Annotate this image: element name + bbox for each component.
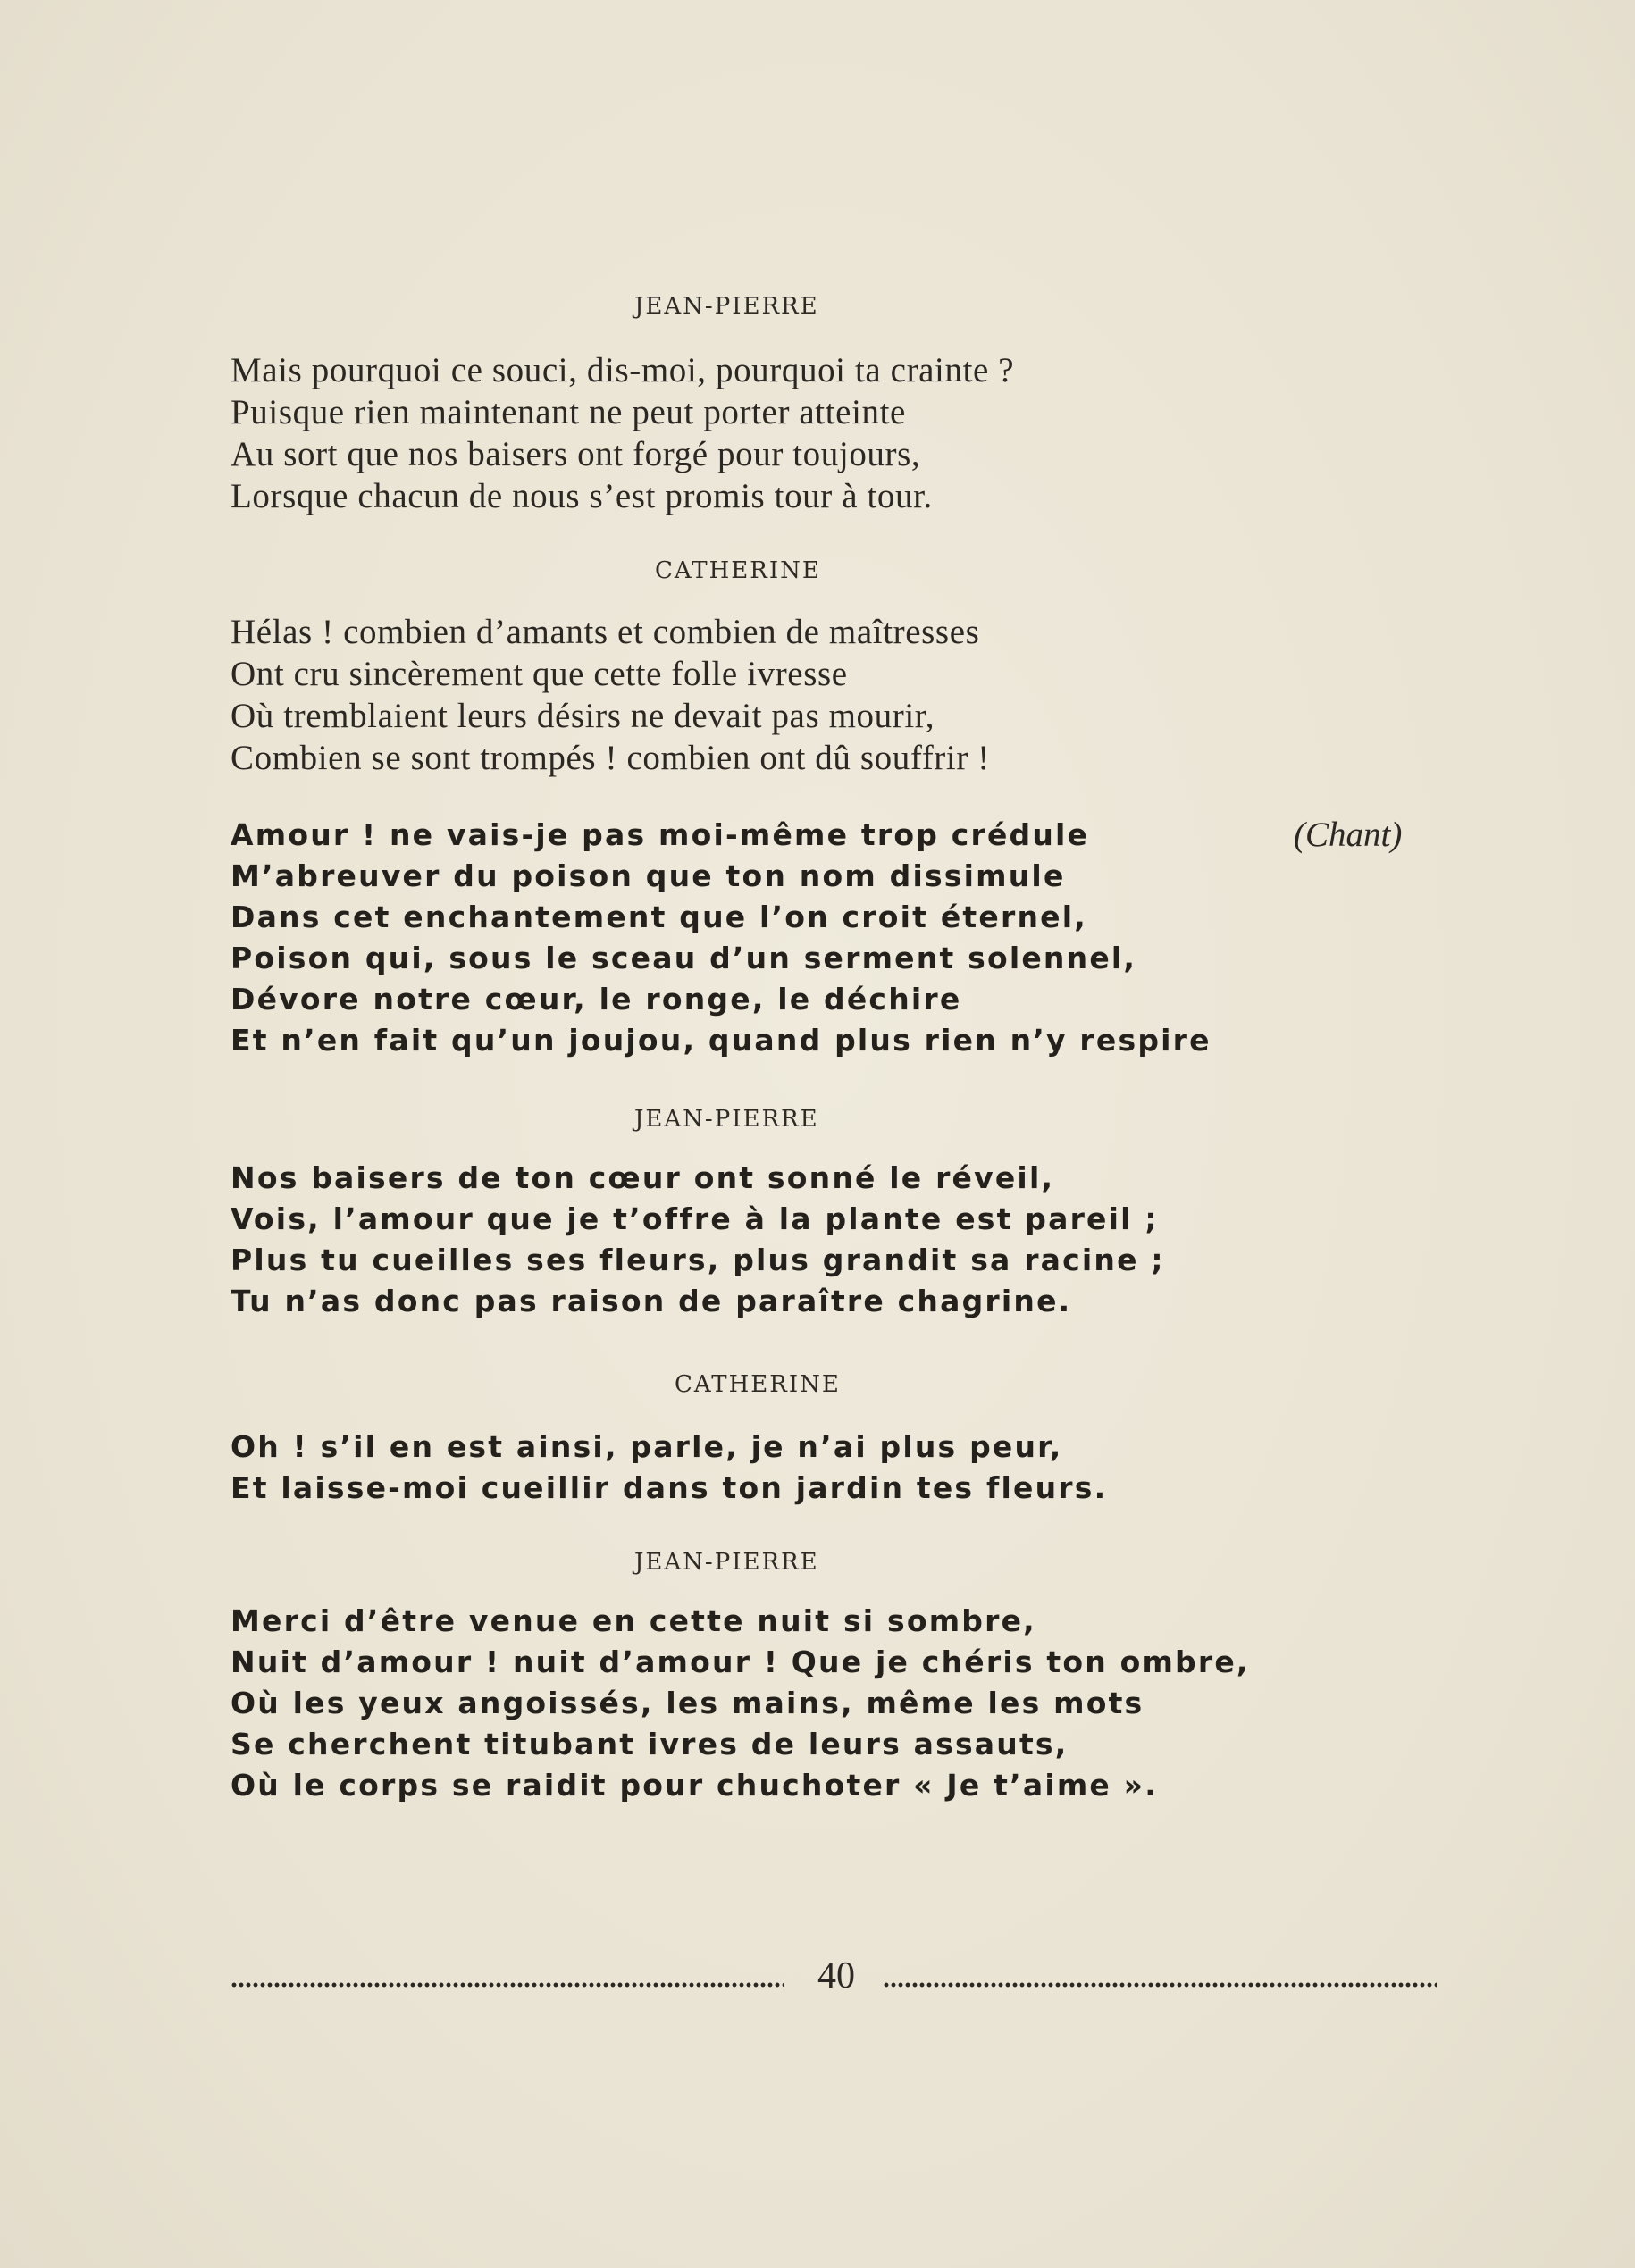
verse-line: Oh ! s’il en est ainsi, parle, je n’ai plus peur, xyxy=(231,1429,1063,1464)
page-footer xyxy=(231,1954,1437,2008)
dotted-rule-left xyxy=(231,1981,784,1988)
page-number: 40 xyxy=(818,1955,855,1996)
stanza xyxy=(231,611,1455,779)
verse-line: Combien se sont trompés ! combien ont dû souffrir ! xyxy=(231,739,990,777)
stanza xyxy=(231,349,1455,517)
verse-line: Plus tu cueilles ses fleurs, plus grandit sa racine ; xyxy=(231,1243,1165,1277)
verse-line: Lorsque chacun de nous s’est promis tour à tour. xyxy=(231,477,933,515)
verse-line: Et laisse-moi cueillir dans ton jardin tes fleurs. xyxy=(231,1470,1108,1505)
verse-line: Où le corps se raidit pour chuchoter « Je t’aime ». xyxy=(231,1768,1158,1803)
verse-line: Puisque rien maintenant ne peut porter atteinte xyxy=(231,393,906,431)
chant-stanza xyxy=(231,815,1455,1061)
verse-line: Tu n’as donc pas raison de paraître chagrine. xyxy=(231,1284,1072,1318)
speaker-heading: CATHERINE xyxy=(655,557,821,584)
verse-line: Dévore notre cœur, le ronge, le déchire xyxy=(231,982,962,1017)
verse-line: Vois, l’amour que je t’offre à la plante est pareil ; xyxy=(231,1201,1159,1236)
verse-line: Où les yeux angoissés, les mains, même les mots xyxy=(231,1686,1144,1720)
verse-line: Nos baisers de ton cœur ont sonné le réveil, xyxy=(231,1160,1055,1195)
stanza xyxy=(231,1601,1455,1806)
verse-line: Dans cet enchantement que l’on croit éternel, xyxy=(231,900,1087,934)
verse-line: M’abreuver du poison que ton nom dissimule xyxy=(231,858,1066,893)
verse-line: Amour ! ne vais-je pas moi-même trop crédule xyxy=(231,817,1090,852)
speaker-heading: JEAN-PIERRE xyxy=(634,1106,819,1133)
verse-line: Poison qui, sous le sceau d’un serment solennel, xyxy=(231,941,1137,975)
verse-line: Se cherchent titubant ivres de leurs assauts, xyxy=(231,1727,1069,1762)
stanza xyxy=(231,1427,1455,1509)
stanza xyxy=(231,1158,1455,1322)
chant-note: (Chant) xyxy=(1294,816,1403,854)
verse-line: Au sort que nos baisers ont forgé pour toujours, xyxy=(231,435,921,473)
speaker-heading: JEAN-PIERRE xyxy=(634,293,819,320)
verse-line: Ont cru sincèrement que cette folle ivresse xyxy=(231,655,848,693)
verse-line: Merci d’être venue en cette nuit si sombre, xyxy=(231,1603,1036,1638)
verse-line: Hélas ! combien d’amants et combien de maîtresses xyxy=(231,613,980,651)
verse-line: Nuit d’amour ! nuit d’amour ! Que je chéris ton ombre, xyxy=(231,1645,1250,1679)
verse-line: Et n’en fait qu’un joujou, quand plus rien n’y respire xyxy=(231,1023,1212,1058)
speaker-heading: CATHERINE xyxy=(675,1371,841,1398)
verse-line: Où tremblaient leurs désirs ne devait pas mourir, xyxy=(231,697,935,735)
verse-line: Mais pourquoi ce souci, dis-moi, pourquoi ta crainte ? xyxy=(231,351,1015,389)
dotted-rule-right xyxy=(883,1981,1437,1988)
speaker-heading: JEAN-PIERRE xyxy=(634,1549,819,1576)
